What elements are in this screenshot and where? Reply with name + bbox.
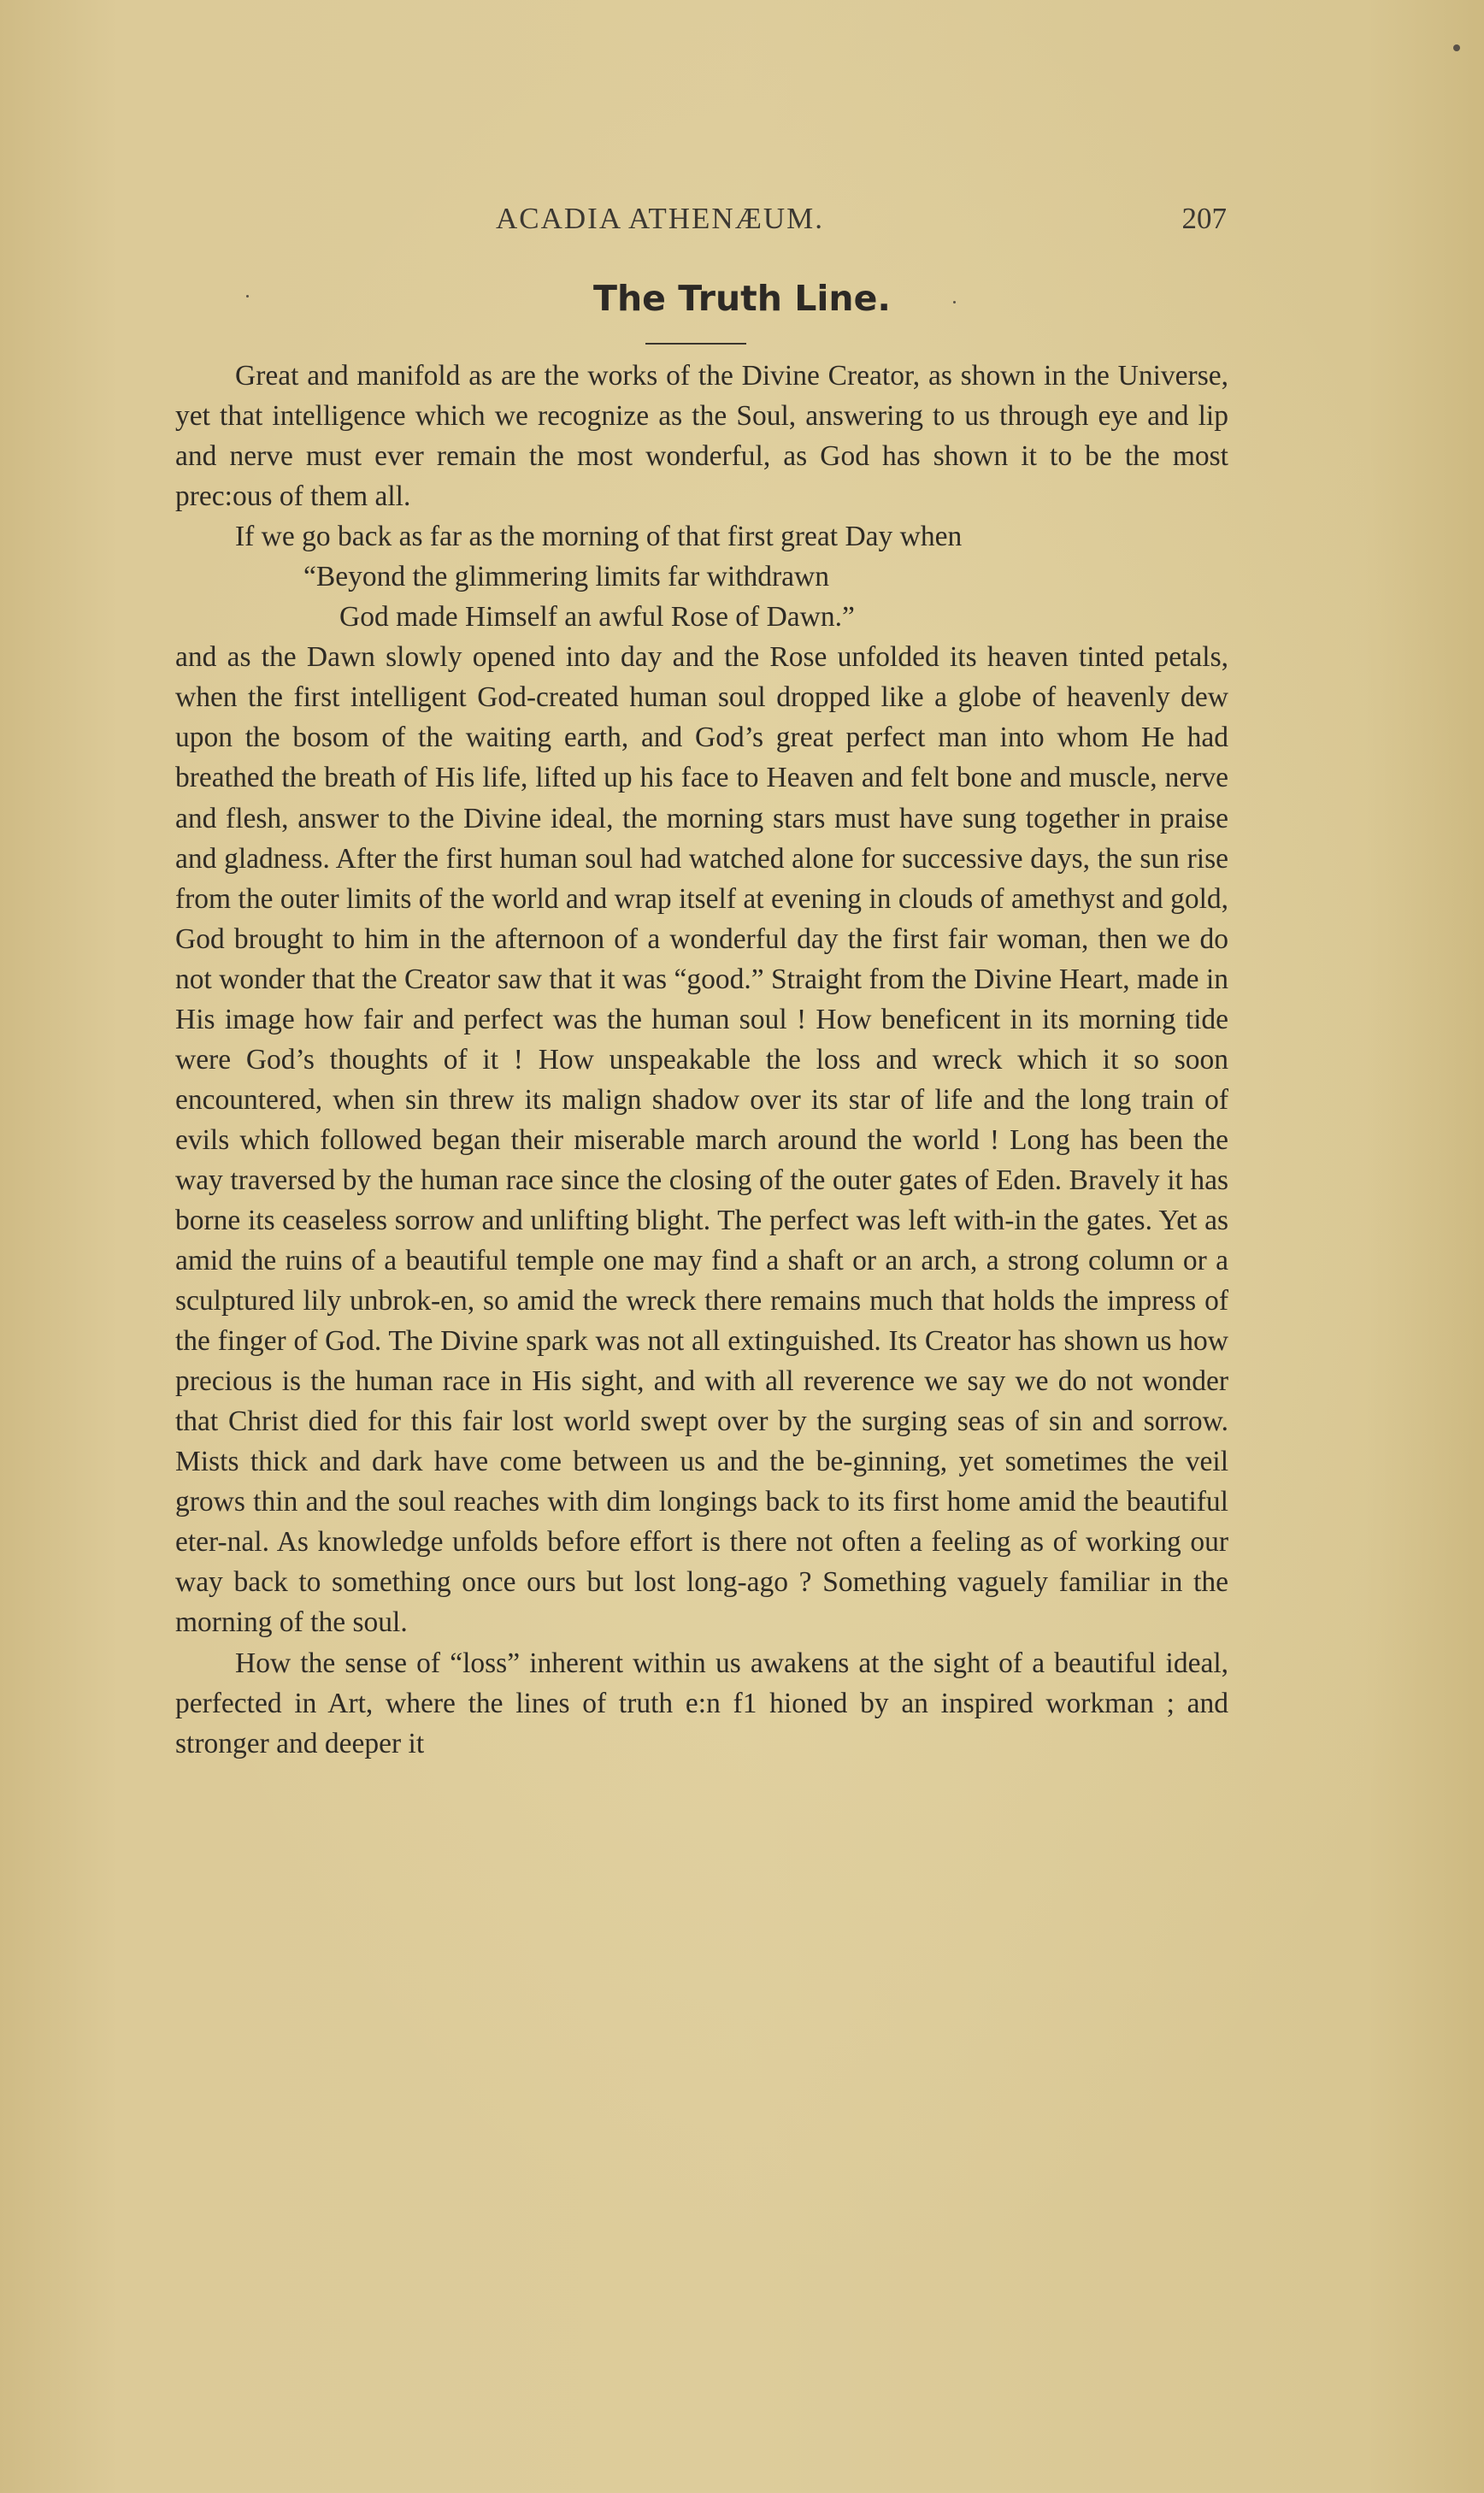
article-body — [175, 356, 1228, 1764]
paragraph-4: How the sense of “loss” inherent within us awakens at the sight of a beautiful ideal, perfected in Art, where the lines of truth e:n f1 hioned by an inspired workman ; and stronger and deeper it — [175, 1647, 1228, 1759]
paper-speck — [1453, 44, 1460, 51]
verse-quote — [175, 557, 1228, 637]
page-header — [175, 202, 1227, 241]
paragraph-3: and as the Dawn slowly opened into day and the Rose unfolded its heaven tinted petals, when the first intelligent God-created human soul dropped like a globe of heavenly dew upon the bosom of the waiting earth, and God’s great perfect man into whom He had breathed the breath of His life, lifted up his face to Heaven and felt bone and muscle, nerve and flesh, answer to the Divine ideal, the morning stars must have sung together in praise and gladness. After the first human soul had watched alone for successive days, the sun rise from the outer limits of the world and wrap itself at evening in clouds of amethyst and gold, God brought to him in the afternoon of a wonderful day the first fair woman, then we do not wonder that the Creator saw that it was “good.” Straight from the Divine Heart, made in His image how fair and perfect was the human soul ! How beneficent in its morning tide were God’s thoughts of it ! How unspeakable the loss and wreck which it so soon encountered, when sin threw its malign shadow over its star of life and the long train of evils which followed began their miserable march around the world ! Long has been the way traversed by the human race since the closing of the outer gates of Eden. Bravely it has borne its ceaseless sorrow and unlifting blight. The perfect was left with-in the gates. Yet as amid the ruins of a beautiful temple one may find a shaft or an arch, a strong column or a sculptured lily unbrok-en, so amid the wreck there remains much that holds the impress of the finger of God. The Divine spark was not all extinguished. Its Creator has shown us how precious is the human race in His sight, and with all reverence we say we do not wonder that Christ died for this fair lost world swept over by the surging seas of sin and sorrow. Mists thick and dark have come between us and the be-ginning, yet sometimes the veil grows thin and the soul reaches with dim longings back to its first home amid the beautiful eter-nal. As knowledge unfolds before effort is there not often a feeling as of working our way back to something once ours but lost long-ago ? Something vaguely familiar in the morning of the soul. — [175, 641, 1228, 1639]
title-rule — [645, 343, 746, 345]
paper-speck — [953, 301, 956, 304]
running-head: ACADIA ATHENÆUM. — [496, 202, 824, 235]
paragraph-2: If we go back as far as the morning of that first great Day when — [235, 521, 963, 553]
page-number: 207 — [1181, 202, 1227, 235]
paper-speck — [246, 295, 249, 298]
verse-line-2: God made Himself an awful Rose of Dawn.” — [339, 601, 855, 634]
article-title: The Truth Line. — [593, 278, 891, 319]
verse-line-1: “Beyond the glimmering limits far withdrawn — [303, 561, 829, 593]
paragraph-1: Great and manifold as are the works of the Divine Creator, as shown in the Universe, yet that intelligence which we recognize as the Soul, answering to us through eye and lip and nerve must ever remain the most wonderful, as God has shown it to be the most prec:ous of them all. — [175, 360, 1228, 513]
